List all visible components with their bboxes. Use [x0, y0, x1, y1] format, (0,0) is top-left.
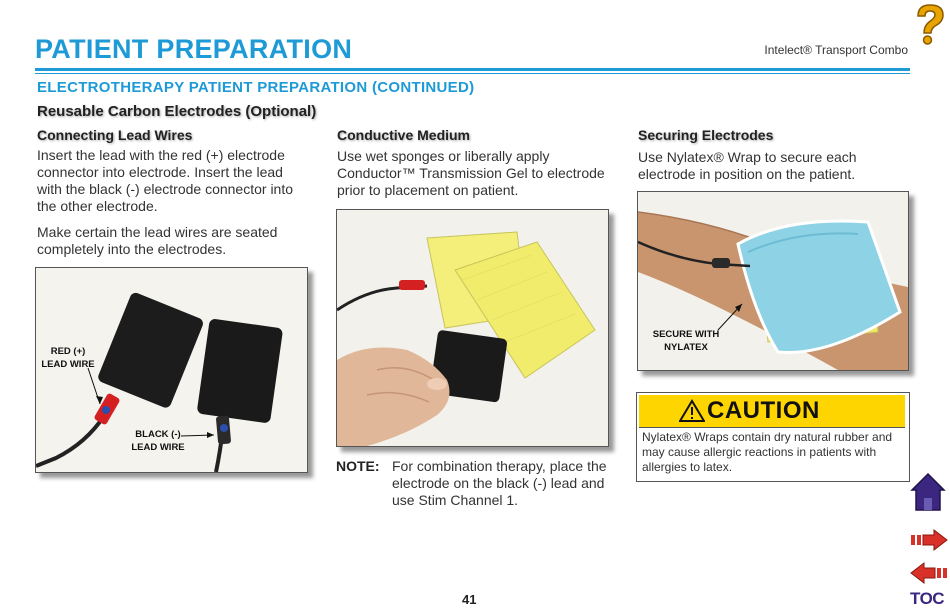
black-lead-label-line2: LEAD WIRE: [131, 442, 185, 453]
securing-electrodes-text: Use Nylatex® Wrap to secure each electrode in position on the patient.: [638, 149, 857, 182]
home-icon[interactable]: [910, 472, 946, 517]
conductive-medium-heading: Conductive Medium: [337, 127, 471, 143]
page-number: 41: [462, 592, 477, 607]
red-lead-label-line2: LEAD WIRE: [41, 359, 95, 370]
lead-wires-seated-text: Make certain the lead wires are seated completely into the electrodes.: [37, 224, 278, 257]
caution-text: Nylatex® Wraps contain dry natural rubber and may cause allergic reactions in patients with allergies to latex.: [642, 430, 893, 474]
securing-electrodes-heading: Securing Electrodes: [638, 127, 774, 143]
connecting-lead-wires-heading: Connecting Lead Wires: [37, 127, 193, 143]
note-text: For combination therapy, place the electrode on the black (-) lead and use Stim Channel 1.: [392, 458, 607, 508]
page-title: PATIENT PREPARATION: [35, 34, 353, 64]
secure-label-line2: NYLATEX: [664, 342, 708, 353]
connecting-lead-wires-text: Insert the lead with the red (+) electrode connector into electrode. Insert the lead with the black (-) electrode connector into the other electrode.: [37, 147, 294, 214]
electrodes-lead-wires-photo: [35, 267, 308, 473]
caution-box: [636, 392, 910, 482]
subsection-heading: Reusable Carbon Electrodes (Optional): [37, 103, 317, 120]
question-mark-icon[interactable]: [912, 2, 948, 51]
header-rule-thin: [35, 73, 910, 74]
conductive-sponges-photo: [336, 209, 609, 447]
product-name: Intelect® Transport Combo: [764, 43, 908, 57]
caution-banner: [639, 395, 905, 428]
section-heading: ELECTROTHERAPY PATIENT PREPARATION (CONTINUED): [37, 79, 475, 96]
warning-triangle-icon: [679, 399, 705, 428]
red-lead-label-line1: RED (+): [50, 346, 86, 357]
header-rule: [35, 68, 910, 71]
red-lead-wire-label: [36, 345, 100, 371]
black-lead-wire-label: [128, 428, 188, 454]
black-lead-label-line1: BLACK (-): [135, 429, 181, 440]
secure-with-nylatex-label: [652, 328, 720, 354]
next-arrow-icon[interactable]: [910, 528, 948, 557]
prev-arrow-icon[interactable]: [910, 561, 948, 590]
nylatex-wrap-photo: [637, 191, 909, 371]
secure-label-line1: SECURE WITH: [652, 329, 720, 340]
conductive-medium-text: Use wet sponges or liberally apply Conductor™ Transmission Gel to electrode prior to placement on patient.: [337, 148, 605, 198]
toc-button[interactable]: TOC: [910, 589, 945, 608]
caution-title: CAUTION: [707, 397, 820, 424]
note-label: NOTE:: [336, 458, 380, 474]
